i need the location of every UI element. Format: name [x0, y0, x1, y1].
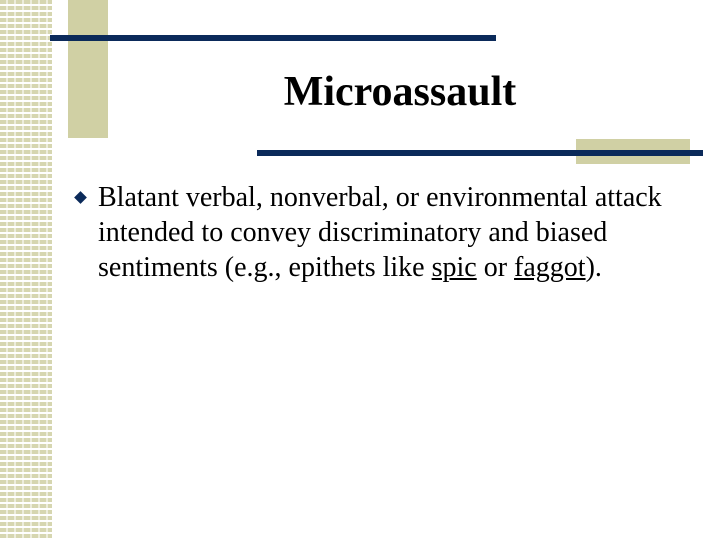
underlined-term: faggot — [514, 252, 586, 283]
slide-title: Microassault — [283, 69, 517, 115]
bullet-list — [72, 180, 692, 285]
bullet-text-part: or — [476, 252, 515, 283]
decorative-rule-bottom — [257, 150, 703, 156]
diamond-bullet-icon — [74, 191, 87, 204]
decorative-accent-block-top — [68, 0, 108, 138]
decorative-stripe-border — [0, 0, 52, 540]
bullet-item — [72, 180, 692, 285]
decorative-rule-top — [50, 35, 496, 41]
bullet-text-part: ). — [585, 252, 602, 283]
bullet-text-part: Blatant verbal, nonverbal, or environmental attack intended to convey discriminatory and biased sentiments (e.g., epithets like — [98, 182, 662, 283]
underlined-term: spic — [431, 252, 477, 283]
